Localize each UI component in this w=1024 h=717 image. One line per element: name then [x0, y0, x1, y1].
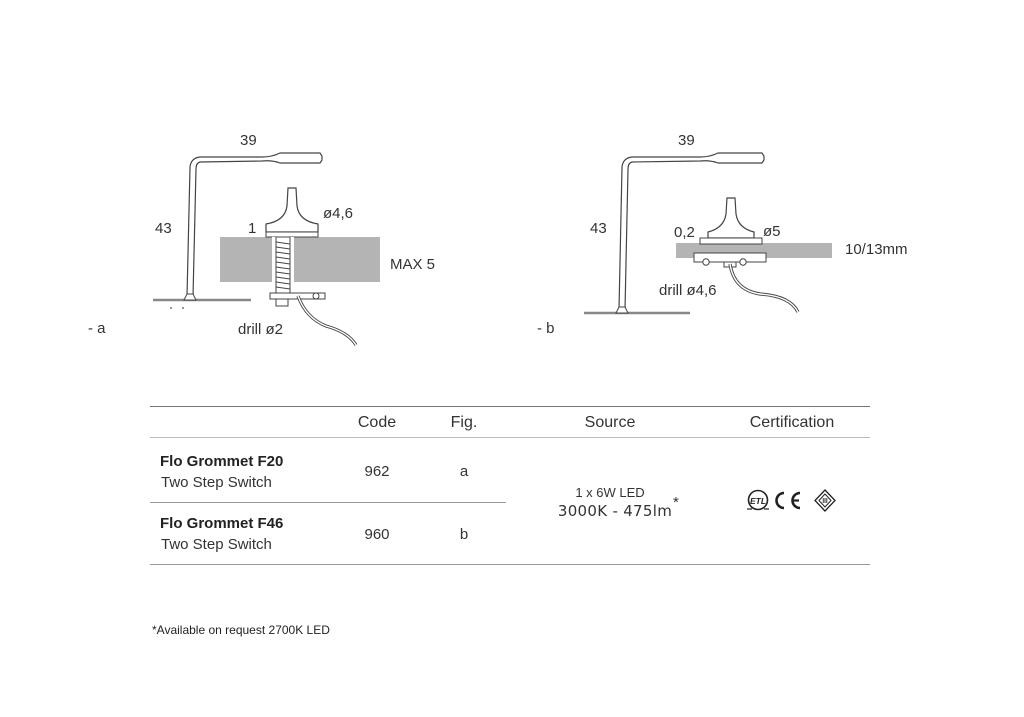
grommet-cap-b — [708, 198, 754, 238]
figure-b-label: - b — [537, 320, 555, 337]
table-header-rule — [150, 437, 870, 438]
row2-product-name: Flo Grommet F46 — [160, 515, 284, 532]
dim-diameter-b: ø5 — [763, 223, 781, 240]
row1-product-desc: Two Step Switch — [161, 474, 272, 491]
cable-b — [730, 264, 798, 312]
class-three-mark-icon — [815, 490, 835, 511]
grommet-cap — [266, 188, 318, 232]
dim-length-a: 39 — [240, 132, 257, 149]
dim-diameter-a: ø4,6 — [323, 205, 354, 222]
table-row-divider — [150, 502, 506, 503]
source-line1: 1 x 6W LED — [575, 485, 645, 500]
dim-drill-b: drill ø4,6 — [659, 282, 717, 299]
source-line2: 3000K - 475lm — [557, 502, 673, 520]
figure-b — [537, 132, 908, 337]
dim-washer-b: 0,2 — [674, 224, 695, 241]
svg-text:ETL: ETL — [749, 496, 767, 506]
row1-code: 962 — [364, 463, 390, 480]
dim-thickness-b: 10/13mm — [845, 241, 908, 258]
certification-marks — [746, 488, 838, 514]
mounting-surface — [220, 237, 380, 282]
row1-product-name: Flo Grommet F20 — [160, 453, 284, 470]
footnote: *Available on request 2700K LED — [152, 623, 330, 637]
dim-drill-a: drill ø2 — [238, 321, 284, 338]
row1-fig: a — [459, 463, 469, 480]
figure-a — [88, 132, 435, 345]
cable — [298, 296, 356, 345]
row2-fig: b — [459, 526, 469, 543]
header-fig: Fig. — [450, 414, 478, 431]
row2-product-desc: Two Step Switch — [161, 536, 272, 553]
header-source: Source — [584, 414, 636, 431]
source-asterisk: * — [673, 494, 679, 511]
dim-max-a: MAX 5 — [390, 256, 436, 273]
dim-length-b: 39 — [678, 132, 695, 149]
dim-height-b: 43 — [590, 220, 607, 237]
dim-washer-a: 1 — [248, 220, 257, 237]
ce-mark-icon — [777, 493, 801, 508]
header-certification: Certification — [749, 414, 835, 431]
table-bottom-rule — [150, 564, 870, 565]
row2-code: 960 — [364, 526, 390, 543]
etl-mark-icon — [747, 491, 769, 510]
table-top-rule — [150, 406, 870, 407]
header-code: Code — [357, 414, 397, 431]
figure-a-label: - a — [88, 320, 106, 337]
dim-height-a: 43 — [155, 220, 172, 237]
